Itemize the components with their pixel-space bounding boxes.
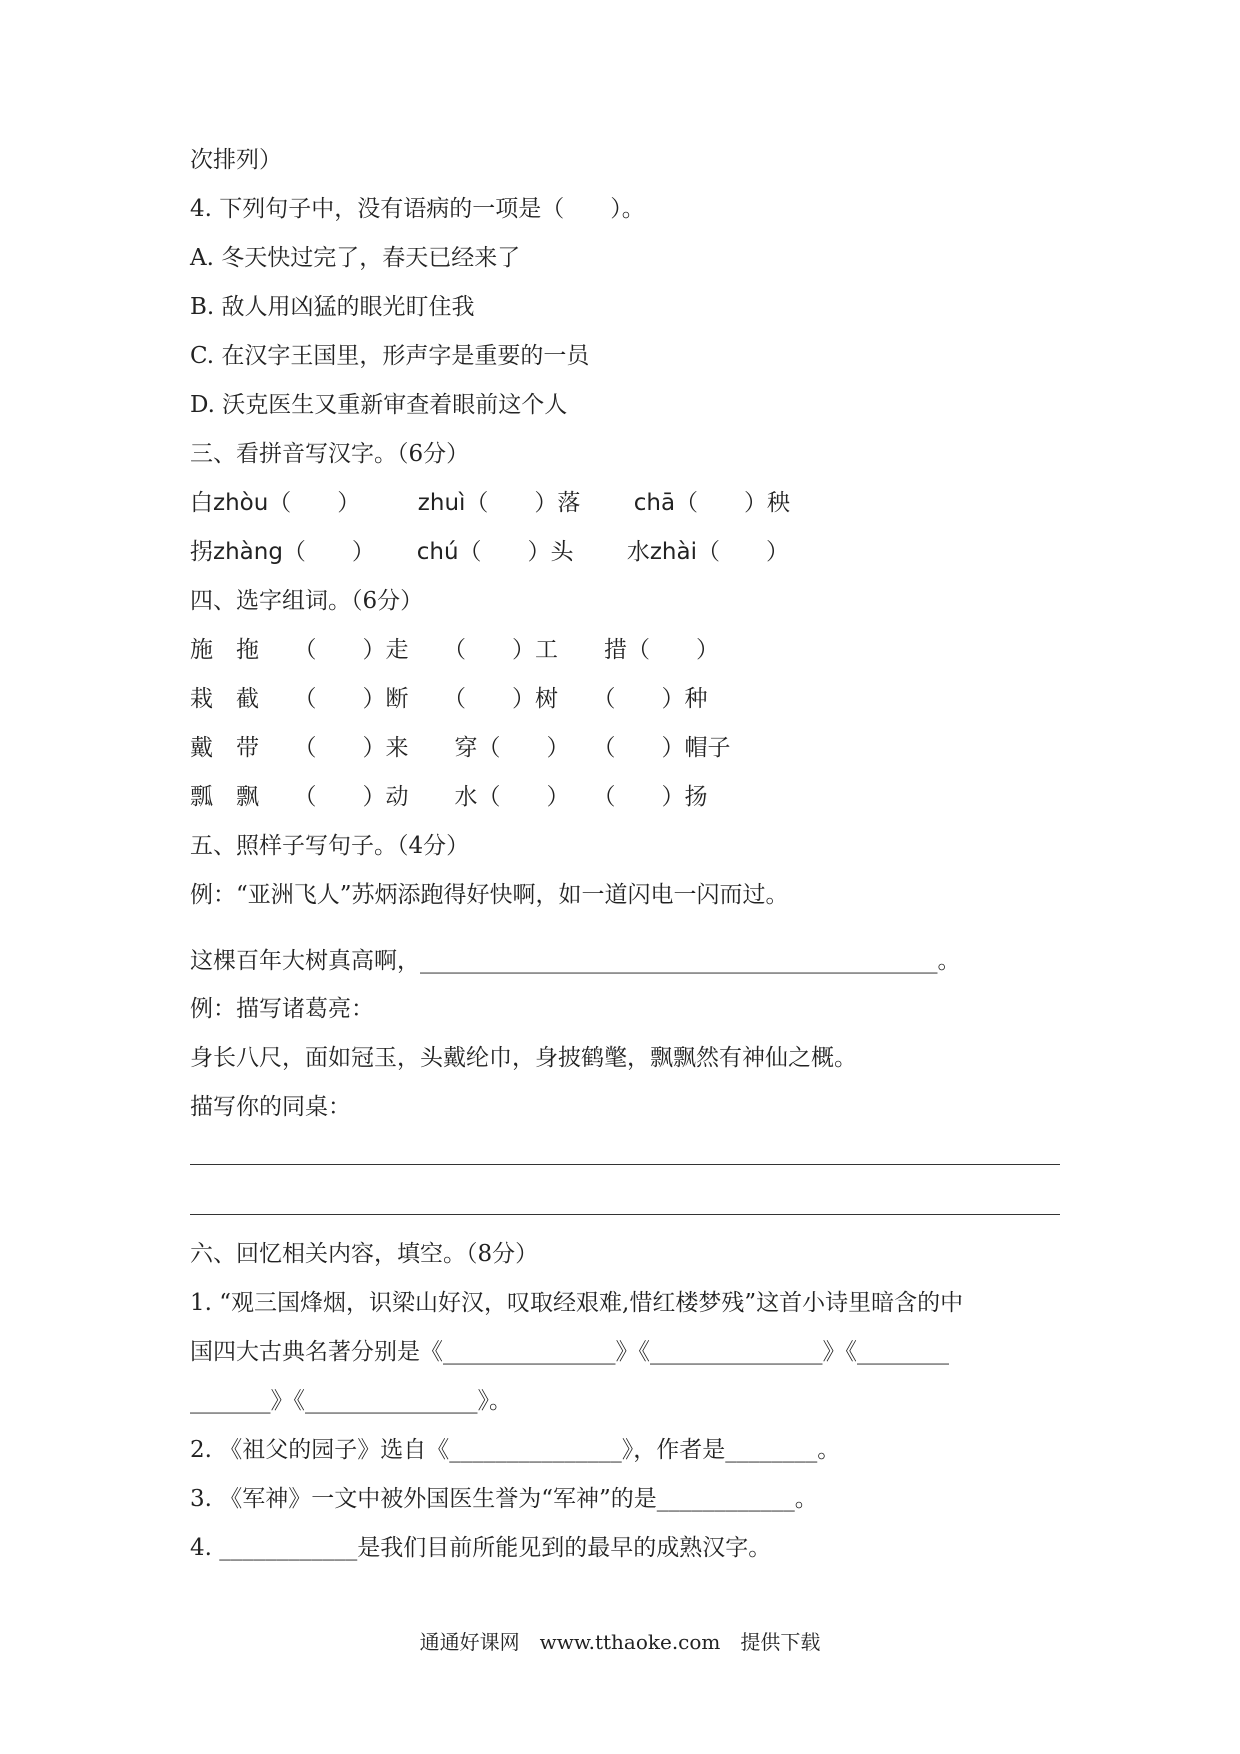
section-5-heading: 五、照样子写句子。（4分） <box>190 833 470 859</box>
answer-line-2 <box>190 1214 1060 1215</box>
question-4: 4. 下列句子中，没有语病的一项是（ ）。 <box>190 196 645 222</box>
word-row-3: 戴 带 （ ）来 穿（ ） （ ）帽子 <box>190 735 731 761</box>
section-4-heading: 四、选字组词。（6分） <box>190 588 424 614</box>
word-row-4: 瓢 飘 （ ）动 水（ ） （ ）扬 <box>190 784 708 810</box>
fill-1-cont: 国四大古典名著分别是《_______________》《_______________》《________ <box>190 1339 949 1365</box>
answer-line-1 <box>190 1164 1060 1165</box>
fill-1-cont-2: _______》《_______________》。 <box>190 1388 512 1414</box>
fill-2: 2. 《祖父的园子》选自《_______________》，作者是________。 <box>190 1437 841 1463</box>
section-6-heading: 六、回忆相关内容，填空。（8分） <box>190 1241 539 1267</box>
pinyin-row-1: 白zhòu（ ） zhuì（ ）落 chā（ ）秧 <box>190 490 791 516</box>
option-d: D. 沃克医生又重新审查着眼前这个人 <box>190 392 568 418</box>
option-a: A. 冬天快过完了，春天已经来了 <box>190 245 521 271</box>
option-b: B. 敌人用凶猛的眼光盯住我 <box>190 294 475 320</box>
line-continuation: 次排列） <box>190 147 282 173</box>
fill-3: 3. 《军神》一文中被外国医生誉为“军神”的是____________。 <box>190 1486 818 1512</box>
fill-1: 1. “观三国烽烟，识梁山好汉，叹取经艰难,惜红楼梦残”这首小诗里暗含的中 <box>190 1290 964 1316</box>
section-3-heading: 三、看拼音写汉字。（6分） <box>190 441 470 467</box>
example-2-title: 例：描写诸葛亮： <box>190 996 374 1022</box>
exercise-1: 这棵百年大树真高啊，_____________________________________________。 <box>190 948 961 974</box>
example-2-text: 身长八尺，面如冠玉，头戴纶巾，身披鹤氅，飘飘然有神仙之概。 <box>190 1045 857 1071</box>
word-row-2: 栽 截 （ ）断 （ ）树 （ ）种 <box>190 686 708 712</box>
example-1: 例：“亚洲飞人”苏炳添跑得好快啊，如一道闪电一闪而过。 <box>190 882 789 908</box>
fill-4: 4. ____________是我们目前所能见到的最早的成熟汉字。 <box>190 1535 772 1561</box>
pinyin-row-2: 拐zhàng（ ） chú（ ）头 水zhài（ ） <box>190 539 789 565</box>
word-row-1: 施 拖 （ ）走 （ ）工 措（ ） <box>190 637 719 663</box>
footer: 通通好课网 www.tthaoke.com 提供下载 <box>419 1630 821 1654</box>
option-c: C. 在汉字王国里，形声字是重要的一员 <box>190 343 590 369</box>
exercise-2-prompt: 描写你的同桌： <box>190 1094 351 1120</box>
